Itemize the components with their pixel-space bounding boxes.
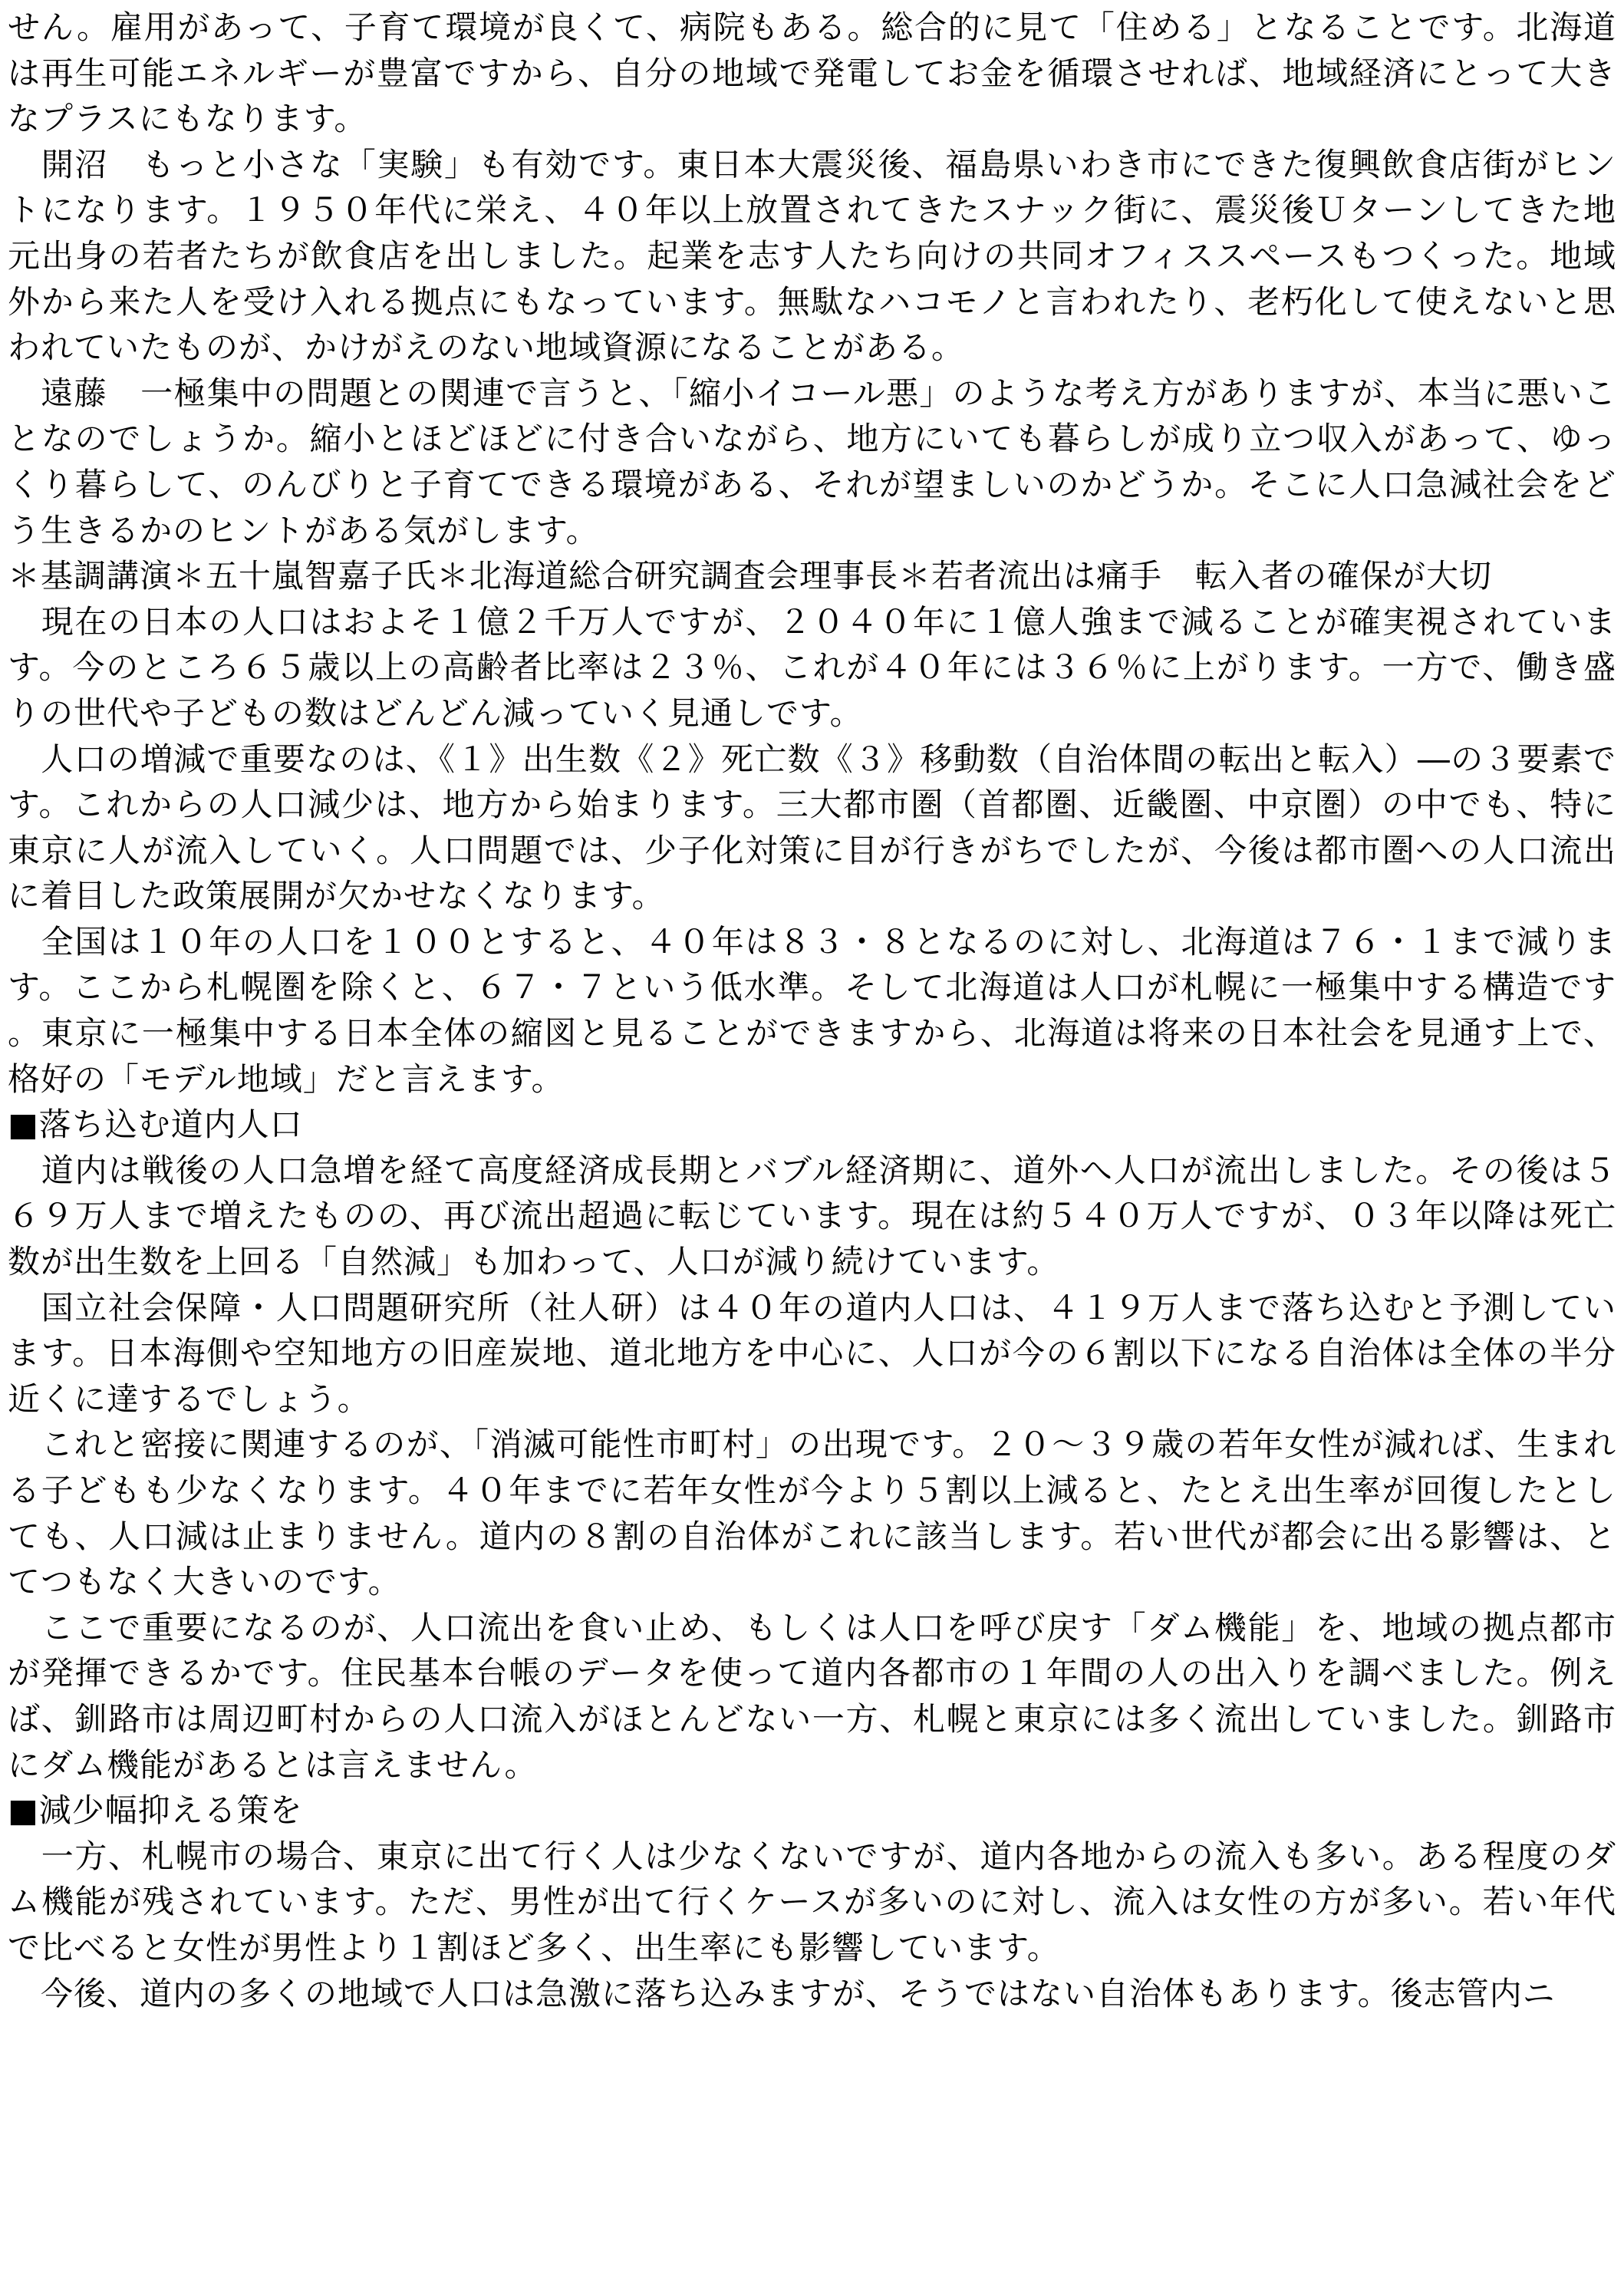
paragraph: 道内は戦後の人口急増を経て高度経済成長期とバブル経済期に、道外へ人口が流出しました。その後は５６９万人まで増えたものの、再び流出超過に転じています。現在は約５４０万人ですが、０３年以降は死亡数が出生数を上回る「自然減」も加わって、人口が減り続けています。 bbox=[8, 1151, 1616, 1281]
section-heading: ■減少幅抑える策を bbox=[8, 1791, 303, 1830]
paragraph: 国立社会保障・人口問題研究所（社人研）は４０年の道内人口は、４１９万人まで落ち込むと予測しています。日本海側や空知地方の旧産炭地、道北地方を中心に、人口が今の６割以下になる自治体は全体の半分近くに達するでしょう。 bbox=[8, 1288, 1616, 1418]
section-heading: ■落ち込む道内人口 bbox=[8, 1106, 303, 1144]
paragraph: 開沼 もっと小さな「実験」も有効です。東日本大震災後、福島県いわき市にできた復興飲食店街がヒントになります。１９５０年代に栄え、４０年以上放置されてきたスナック街に、震災後Ｕターンしてきた地元出身の若者たちが飲食店を出しました。起業を志す人たち向けの共同オフィススペースもつくった。地域外から来た人を受け入れる拠点にもなっています。無駄なハコモノと言われたり、老朽化して使えないと思われていたものが、かけがえのない地域資源になることがある。 bbox=[8, 145, 1616, 367]
document-page bbox=[8, 5, 1616, 2016]
paragraph: せん。雇用があって、子育て環境が良くて、病院もある。総合的に見て「住める」となることです。北海道は再生可能エネルギーが豊富ですから、自分の地域で発電してお金を循環させれば、地域経済にとって大きなプラスにもなります。 bbox=[8, 8, 1616, 138]
paragraph: 現在の日本の人口はおよそ１億２千万人ですが、２０４０年に１億人強まで減ることが確実視されています。今のところ６５歳以上の高齢者比率は２３％、これが４０年には３６％に上がります。一方で、働き盛りの世代や子どもの数はどんどん減っていく見通しです。 bbox=[8, 602, 1616, 732]
paragraph: ここで重要になるのが、人口流出を食い止め、もしくは人口を呼び戻す「ダム機能」を、地域の拠点都市が発揮できるかです。住民基本台帳のデータを使って道内各都市の１年間の人の出入りを調べました。例えば、釧路市は周辺町村からの人口流入がほとんどない一方、札幌と東京には多く流出していました。釧路市にダム機能があるとは言えません。 bbox=[8, 1608, 1616, 1784]
paragraph: 一方、札幌市の場合、東京に出て行く人は少なくないですが、道内各地からの流入も多い。ある程度のダム機能が残されています。ただ、男性が出て行くケースが多いのに対し、流入は女性の方が多い。若い年代で比べると女性が男性より１割ほど多く、出生率にも影響しています。 bbox=[8, 1837, 1616, 1966]
paragraph: 遠藤 一極集中の問題との関連で言うと、「縮小イコール悪」のような考え方がありますが、本当に悪いことなのでしょうか。縮小とほどほどに付き合いながら、地方にいても暮らしが成り立つ収入があって、ゆっくり暮らして、のんびりと子育てできる環境がある、それが望ましいのかどうか。そこに人口急減社会をどう生きるかのヒントがある気がします。 bbox=[8, 374, 1616, 549]
paragraph: 全国は１０年の人口を１００とすると、４０年は８３・８となるのに対し、北海道は７６・１まで減ります。ここから札幌圏を除くと、６７・７という低水準。そして北海道は人口が札幌に一極集中する構造です。東京に一極集中する日本全体の縮図と見ることができますから、北海道は将来の日本社会を見通す上で、格好の「モデル地域」だと言えます。 bbox=[8, 922, 1616, 1098]
paragraph: 人口の増減で重要なのは、《１》出生数《２》死亡数《３》移動数（自治体間の転出と転入）―の３要素です。これからの人口減少は、地方から始まります。三大都市圏（首都圏、近畿圏、中京圏）の中でも、特に東京に人が流入していく。人口問題では、少子化対策に目が行きがちでしたが、今後は都市圏への人口流出に着目した政策展開が欠かせなくなります。 bbox=[8, 740, 1616, 915]
paragraph: 今後、道内の多くの地域で人口は急激に落ち込みますが、そうではない自治体もあります。後志管内ニ bbox=[8, 1974, 1556, 2012]
section-heading: ＊基調講演＊五十嵐智嘉子氏＊北海道総合研究調査会理事長＊若者流出は痛手 転入者の確保が大切 bbox=[8, 557, 1493, 595]
paragraph: これと密接に関連するのが、「消滅可能性市町村」の出現です。２０～３９歳の若年女性が減れば、生まれる子どもも少なくなります。４０年までに若年女性が今より５割以上減ると、たとえ出生率が回復したとしても、人口減は止まりません。道内の８割の自治体がこれに該当します。若い世代が都会に出る影響は、とてつもなく大きいのです。 bbox=[8, 1425, 1616, 1601]
